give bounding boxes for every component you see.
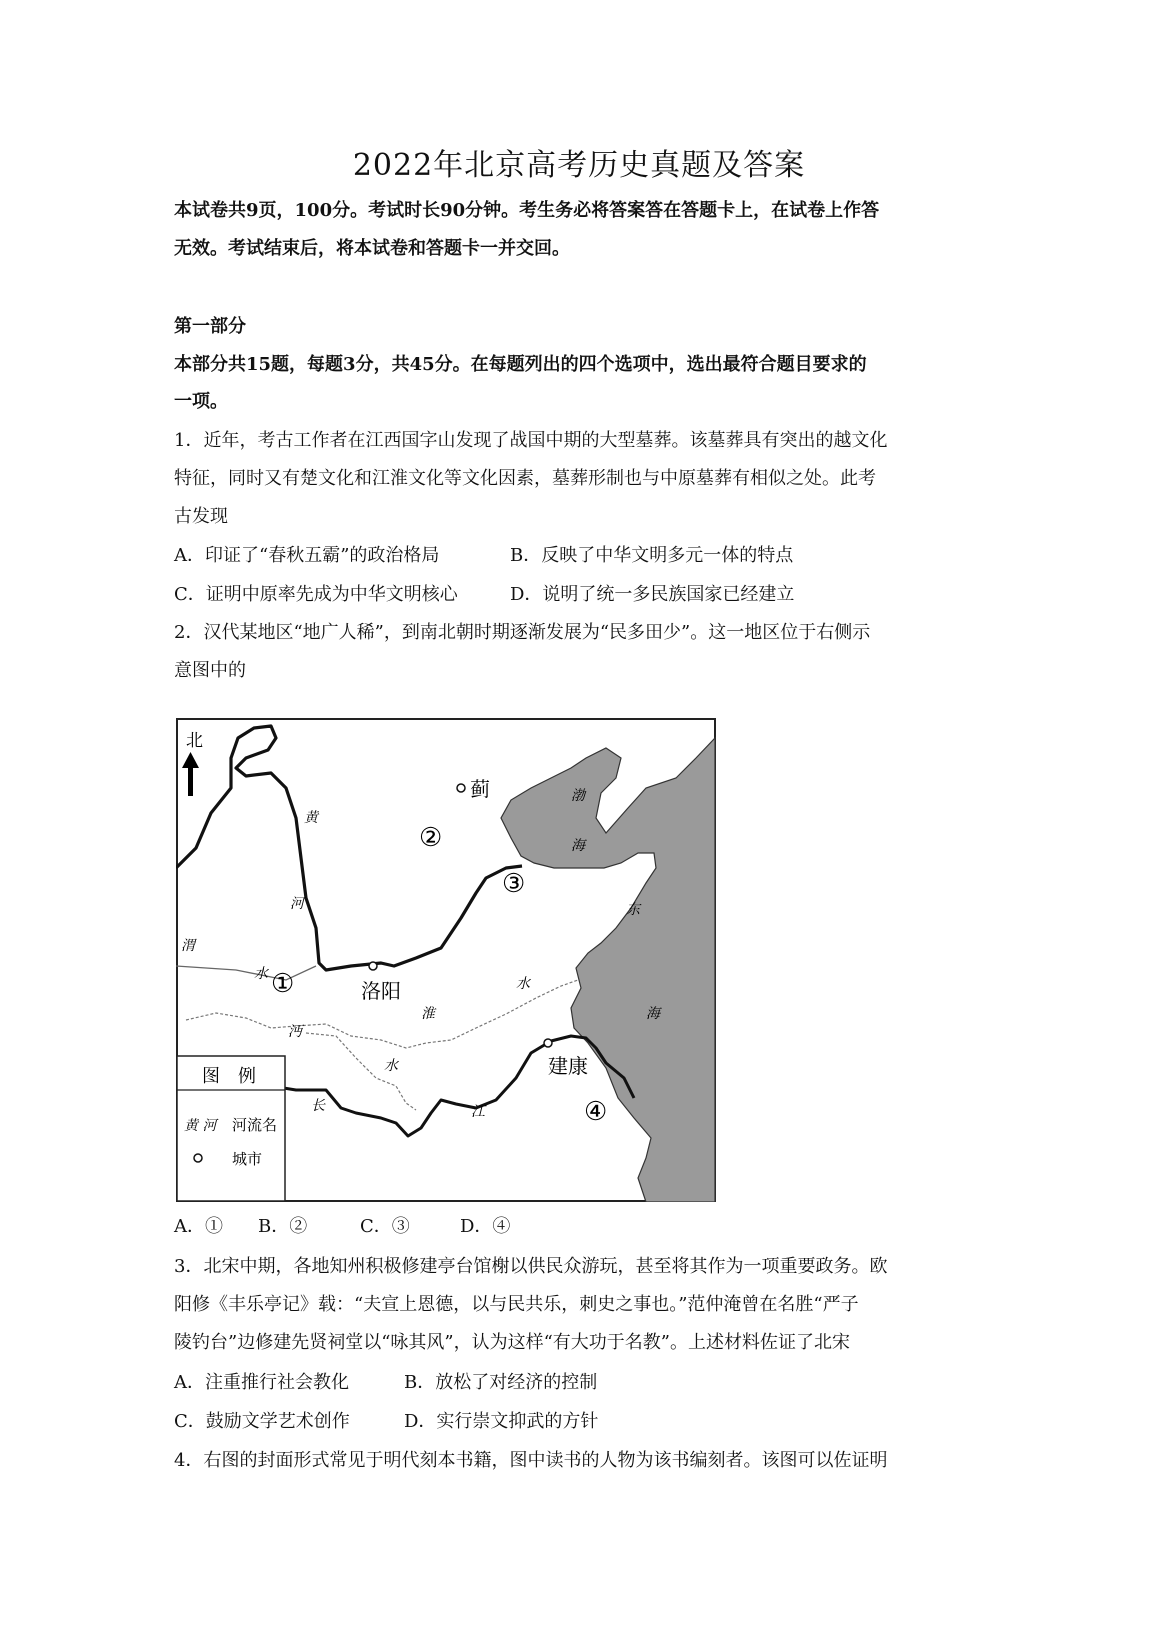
q2-line-2: 意图中的 — [174, 660, 246, 681]
legend-river-label: 河流名 — [232, 1116, 278, 1134]
part-heading: 第一部分 — [174, 316, 246, 337]
q2-option-a[interactable]: A．① — [174, 1216, 223, 1237]
q1-option-b[interactable]: B．反映了中华文明多元一体的特点 — [510, 545, 794, 566]
q1-option-a[interactable]: A．印证了“春秋五霸”的政治格局 — [174, 545, 440, 566]
q3-line-2: 阳修《丰乐亭记》载：“夫宣上恩德，以与民共乐，刺史之事也。”范仲淹曾在名胜“严子 — [174, 1294, 859, 1315]
sea-label-bo: 渤 — [571, 788, 585, 804]
north-label: 北 — [186, 731, 203, 751]
q3-option-c[interactable]: C．鼓励文学艺术创作 — [174, 1411, 350, 1432]
river-label-jiang: 江 — [471, 1104, 485, 1120]
marker-2: ② — [419, 823, 443, 853]
q2-option-c[interactable]: C．③ — [360, 1216, 410, 1237]
q3-option-b[interactable]: B．放松了对经济的控制 — [404, 1372, 598, 1393]
marker-3: ③ — [502, 869, 526, 899]
part-desc-line-1: 本部分共15题，每题3分，共45分。在每题列出的四个选项中，选出最符合题目要求的 — [174, 354, 867, 375]
q1-option-c[interactable]: C．证明中原率先成为中华文明核心 — [174, 584, 458, 605]
city-luoyang: 洛阳 — [361, 979, 401, 1003]
sea-label-hai-1: 海 — [571, 838, 585, 854]
river-label-wei: 渭 — [181, 938, 195, 954]
city-jiankang: 建康 — [548, 1054, 588, 1078]
q3-option-a[interactable]: A．注重推行社会教化 — [174, 1372, 349, 1393]
river-label-huang: 黄 — [304, 810, 318, 826]
sea-label-hai-2: 海 — [646, 1006, 660, 1022]
part-desc-line-2: 一项。 — [174, 391, 228, 412]
river-label-he: 河 — [290, 896, 304, 912]
river-label-huai: 淮 — [421, 1006, 435, 1022]
q3-line-3: 陵钓台”边修建先贤祠堂以“咏其风”，认为这样“有大功于名教”。上述材料佐证了北宋 — [174, 1332, 851, 1353]
river-label-chang: 长 — [311, 1098, 325, 1114]
marker-1: ① — [271, 969, 295, 999]
q2-option-d[interactable]: D．④ — [460, 1216, 511, 1237]
legend-river-sample: 黄 河 — [184, 1118, 217, 1134]
river-label-mian-shui: 水 — [384, 1058, 398, 1074]
q2-line-1: 2．汉代某地区“地广人稀”，到南北朝时期逐渐发展为“民多田少”。这一地区位于右侧示 — [174, 622, 871, 643]
q1-line-3: 古发现 — [174, 506, 228, 527]
sea-label-dong: 东 — [626, 902, 640, 918]
q2-option-b[interactable]: B．② — [258, 1216, 308, 1237]
intro-line-1: 本试卷共9页，100分。考试时长90分钟。考生务必将答案答在答题卡上，在试卷上作答 — [174, 200, 880, 221]
river-label-wei-shui: 水 — [254, 966, 268, 982]
legend-city-label: 城市 — [232, 1150, 263, 1168]
q3-line-1: 3．北宋中期，各地知州积极修建亭台馆榭以供民众游玩，甚至将其作为一项重要政务。欧 — [174, 1256, 888, 1277]
river-label-huai-shui: 水 — [516, 976, 530, 992]
q1-option-d[interactable]: D．说明了统一多民族国家已经建立 — [510, 584, 795, 605]
page-title: 2022年北京高考历史真题及答案 — [352, 148, 806, 183]
q1-line-2: 特征，同时又有楚文化和江淮文化等文化因素，墓葬形制也与中原墓葬有相似之处。此考 — [174, 468, 876, 489]
city-ji: 蓟 — [470, 777, 490, 801]
river-label-mian: 沔 — [288, 1024, 302, 1040]
q4-line-1: 4．右图的封面形式常见于明代刻本书籍，图中读书的人物为该书编刻者。该图可以佐证明 — [174, 1450, 888, 1471]
q3-option-d[interactable]: D．实行崇文抑武的方针 — [404, 1411, 599, 1432]
intro-line-2: 无效。考试结束后，将本试卷和答题卡一并交回。 — [174, 238, 570, 259]
q1-line-1: 1．近年，考古工作者在江西国字山发现了战国中期的大型墓葬。该墓葬具有突出的越文化 — [174, 430, 888, 451]
historical-map — [176, 718, 716, 1202]
marker-4: ④ — [584, 1097, 608, 1127]
legend-title: 图 例 — [202, 1066, 256, 1087]
